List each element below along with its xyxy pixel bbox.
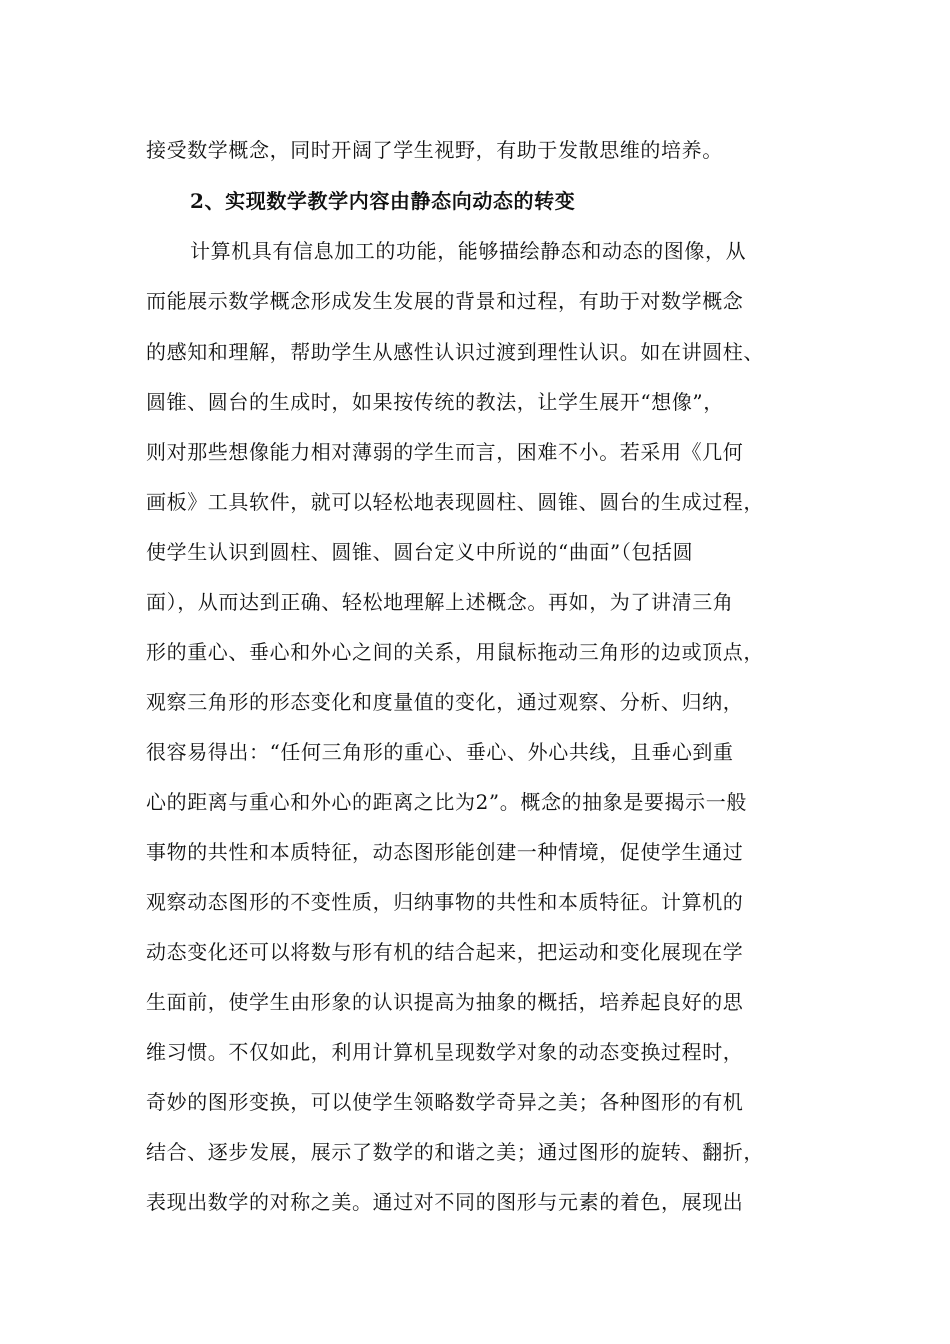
- text-line: 而能展示数学概念形成发生发展的背景和过程，有助于对数学概念: [146, 289, 744, 313]
- text-line: 面），从而达到正确、轻松地理解上述概念。再如，为了讲清三角: [146, 590, 734, 614]
- section-heading: 2、实现数学教学内容由静态向动态的转变: [190, 189, 576, 213]
- text-line: 使学生认识到圆柱、圆锥、圆台定义中所说的“曲面”（包括圆: [146, 540, 694, 564]
- text-line: 则对那些想像能力相对薄弱的学生而言，困难不小。若采用《几何: [146, 440, 744, 464]
- text-line: 计算机具有信息加工的功能，能够描绘静态和动态的图像，从: [190, 239, 747, 263]
- text-line: 的感知和理解，帮助学生从感性认识过渡到理性认识。如在讲圆柱、: [146, 340, 764, 364]
- text-line: 画板》工具软件，就可以轻松地表现圆柱、圆锥、圆台的生成过程，: [146, 490, 764, 514]
- text-line: 生面前，使学生由形象的认识提高为抽象的概括，培养起良好的思: [146, 990, 744, 1014]
- text-line: 观察动态图形的不变性质，归纳事物的共性和本质特征。计算机的: [146, 890, 744, 914]
- text-line: 维习惯。不仅如此，利用计算机呈现数学对象的动态变换过程时，: [146, 1040, 744, 1064]
- text-line: 形的重心、垂心和外心之间的关系，用鼠标拖动三角形的边或顶点，: [146, 640, 764, 664]
- text-line: 动态变化还可以将数与形有机的结合起来，把运动和变化展现在学: [146, 940, 744, 964]
- text-line: 结合、逐步发展，展示了数学的和谐之美；通过图形的旋转、翻折，: [146, 1140, 764, 1164]
- text-line: 表现出数学的对称之美。通过对不同的图形与元素的着色，展现出: [146, 1190, 744, 1214]
- text-line: 奇妙的图形变换，可以使学生领略数学奇异之美；各种图形的有机: [146, 1090, 744, 1114]
- text-line: 很容易得出：“任何三角形的重心、垂心、外心共线，且垂心到重: [146, 740, 734, 764]
- text-line: 圆锥、圆台的生成时，如果按传统的教法，让学生展开“想像”，: [146, 390, 724, 414]
- text-line: 事物的共性和本质特征，动态图形能创建一种情境，促使学生通过: [146, 840, 744, 864]
- text-line: 接受数学概念，同时开阔了学生视野，有助于发散思维的培养。: [146, 138, 723, 162]
- text-line: 心的距离与重心和外心的距离之比为2”。概念的抽象是要揭示一般: [146, 790, 747, 814]
- text-line: 观察三角形的形态变化和度量值的变化，通过观察、分析、归纳，: [146, 690, 744, 714]
